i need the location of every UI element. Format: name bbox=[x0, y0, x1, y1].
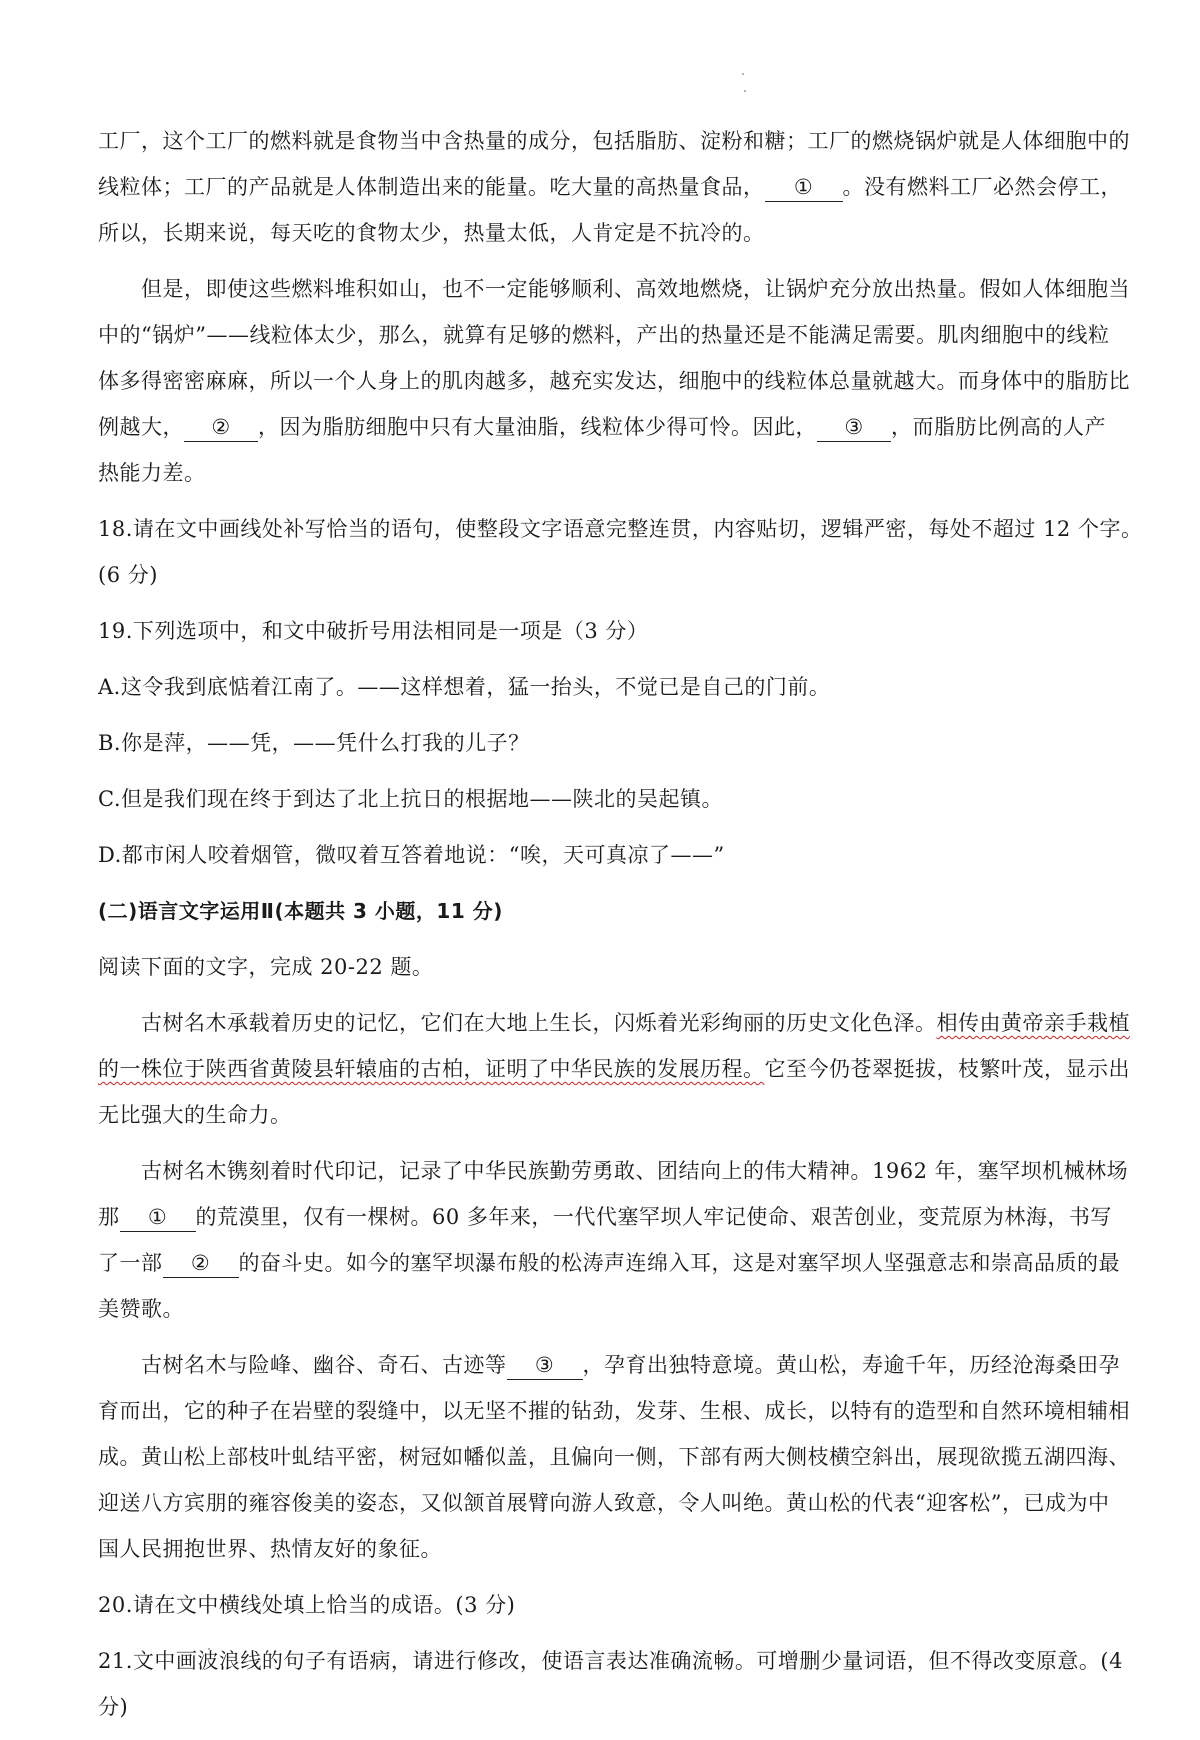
text-line bbox=[98, 404, 1118, 450]
fill-blank-idiom-2[interactable]: ② bbox=[163, 1249, 239, 1278]
text-line bbox=[98, 1240, 1118, 1286]
text-line bbox=[98, 1046, 1130, 1092]
option-a[interactable]: A.这令我到底惦着江南了。——这样想着，猛一抬头，不觉已是自己的门前。 bbox=[98, 675, 831, 699]
question-stem: 18.请在文中画线处补写恰当的语句，使整段文字语意完整连贯，内容贴切，逻辑严密，每处不超过 12 个字。 bbox=[98, 517, 1143, 541]
text-segment: 了一部 bbox=[98, 1251, 163, 1275]
text-segment: 那 bbox=[98, 1205, 120, 1229]
question-19 bbox=[98, 608, 1118, 878]
passage1-paragraph2 bbox=[98, 266, 1130, 496]
text-line: 古树名木镌刻着时代印记，记录了中华民族勤劳勇敢、团结向上的伟大精神。1962 年，塞罕坝机械林场 bbox=[141, 1159, 1129, 1183]
text-line: 育而出，它的种子在岩壁的裂缝中，以无坚不摧的钻劲，发芽、生根、成长，以特有的造型和自然环境相辅相 bbox=[98, 1399, 1130, 1423]
text-line: 热能力差。 bbox=[98, 461, 206, 485]
section-intro: 阅读下面的文字，完成 20-22 题。 bbox=[98, 955, 434, 979]
text-segment: 的奋斗史。如今的塞罕坝瀑布般的松涛声连绵入耳，这是对塞罕坝人坚强意志和崇高品质的最 bbox=[238, 1251, 1120, 1275]
passage2-paragraph1 bbox=[98, 1000, 1130, 1138]
text-segment: ，而脂肪比例高的人产 bbox=[891, 415, 1106, 439]
question-18 bbox=[98, 506, 1143, 598]
wavy-underlined-sentence: 的一株位于陕西省黄陵县轩辕庙的古柏，证明了中华民族的发展历程。 bbox=[98, 1057, 765, 1081]
question-score: (6 分) bbox=[98, 563, 158, 587]
fill-blank-3[interactable]: ③ bbox=[817, 413, 891, 442]
text-segment: ，孕育出独特意境。黄山松，寿逾千年，历经沧海桑田孕 bbox=[582, 1353, 1120, 1377]
text-line: 美赞歌。 bbox=[98, 1297, 184, 1321]
fill-blank-idiom-3[interactable]: ③ bbox=[507, 1351, 583, 1380]
text-line bbox=[98, 1342, 1118, 1388]
fill-blank-idiom-1[interactable]: ① bbox=[120, 1203, 196, 1232]
passage2-paragraph3 bbox=[98, 1342, 1130, 1572]
question-score: 分) bbox=[98, 1695, 129, 1719]
question-21 bbox=[98, 1638, 1123, 1730]
passage1-paragraph1 bbox=[98, 118, 1130, 256]
text-line bbox=[98, 1000, 1130, 1046]
text-line: 但是，即使这些燃料堆积如山，也不一定能够顺利、高效地燃烧，让锅炉充分放出热量。假如人体细胞当 bbox=[141, 277, 1130, 301]
passage2-paragraph2 bbox=[98, 1148, 1129, 1332]
text-segment: 例越大， bbox=[98, 415, 184, 439]
scan-speck bbox=[742, 73, 744, 75]
text-line bbox=[98, 164, 1122, 210]
scan-speck bbox=[744, 90, 746, 92]
text-line: 无比强大的生命力。 bbox=[98, 1103, 292, 1127]
text-segment: ，因为脂肪细胞中只有大量油脂，线粒体少得可怜。因此， bbox=[258, 415, 817, 439]
text-line: 所以，长期来说，每天吃的食物太少，热量太低，人肯定是不抗冷的。 bbox=[98, 221, 765, 245]
text-segment: 。没有燃料工厂必然会停工， bbox=[842, 175, 1122, 199]
text-line: 成。黄山松上部枝叶虬结平密，树冠如幡似盖，且偏向一侧，下部有两大侧枝横空斜出，展现欲揽五湖四海、 bbox=[98, 1445, 1130, 1469]
fill-blank-2[interactable]: ② bbox=[184, 413, 258, 442]
question-20: 20.请在文中横线处填上恰当的成语。(3 分) bbox=[98, 1593, 516, 1617]
exam-page bbox=[98, 118, 1143, 1740]
option-d[interactable]: D.都市闲人咬着烟管，微叹着互答着地说：“唉，天可真凉了——” bbox=[98, 843, 725, 867]
text-segment: 它至今仍苍翠挺拔，枝繁叶茂，显示出 bbox=[764, 1057, 1130, 1081]
text-segment: 线粒体；工厂的产品就是人体制造出来的能量。吃大量的高热量食品， bbox=[98, 175, 765, 199]
option-c[interactable]: C.但是我们现在终于到达了北上抗日的根据地——陕北的吴起镇。 bbox=[98, 787, 723, 811]
text-line: 工厂，这个工厂的燃料就是食物当中含热量的成分，包括脂肪、淀粉和糖；工厂的燃烧锅炉就是人体细胞中的 bbox=[98, 129, 1130, 153]
question-stem: 19.下列选项中，和文中破折号用法相同是一项是（3 分） bbox=[98, 619, 649, 643]
wavy-underlined-sentence: 相传由黄帝亲手栽植 bbox=[936, 1011, 1130, 1035]
question-stem: 21.文中画波浪线的句子有语病，请进行修改，使语言表达准确流畅。可增删少量词语，但不得改变原意。(4 bbox=[98, 1649, 1123, 1673]
option-b[interactable]: B.你是萍，——凭，——凭什么打我的儿子？ bbox=[98, 731, 530, 755]
text-line bbox=[98, 1194, 1118, 1240]
text-line: 中的“锅炉”——线粒体太少，那么，就算有足够的燃料，产出的热量还是不能满足需要。肌肉细胞中的线粒 bbox=[98, 323, 1110, 347]
section-heading: (二)语言文字运用Ⅱ(本题共 3 小题，11 分) bbox=[98, 899, 503, 923]
fill-blank-1[interactable]: ① bbox=[765, 173, 843, 202]
text-line: 迎送八方宾朋的雍容俊美的姿态，又似颔首展臂向游人致意，令人叫绝。黄山松的代表“迎客松”，已成为中 bbox=[98, 1491, 1110, 1515]
text-segment: 的荒漠里，仅有一棵树。60 多年来，一代代塞罕坝人牢记使命、艰苦创业，变荒原为林海，书写 bbox=[195, 1205, 1112, 1229]
text-line: 国人民拥抱世界、热情友好的象征。 bbox=[98, 1537, 442, 1561]
text-segment: 古树名木与险峰、幽谷、奇石、古迹等 bbox=[141, 1353, 507, 1377]
text-segment: 古树名木承载着历史的记忆，它们在大地上生长，闪烁着光彩绚丽的历史文化色泽。 bbox=[141, 1011, 937, 1035]
text-line: 体多得密密麻麻，所以一个人身上的肌肉越多，越充实发达，细胞中的线粒体总量就越大。而身体中的脂肪比 bbox=[98, 369, 1130, 393]
